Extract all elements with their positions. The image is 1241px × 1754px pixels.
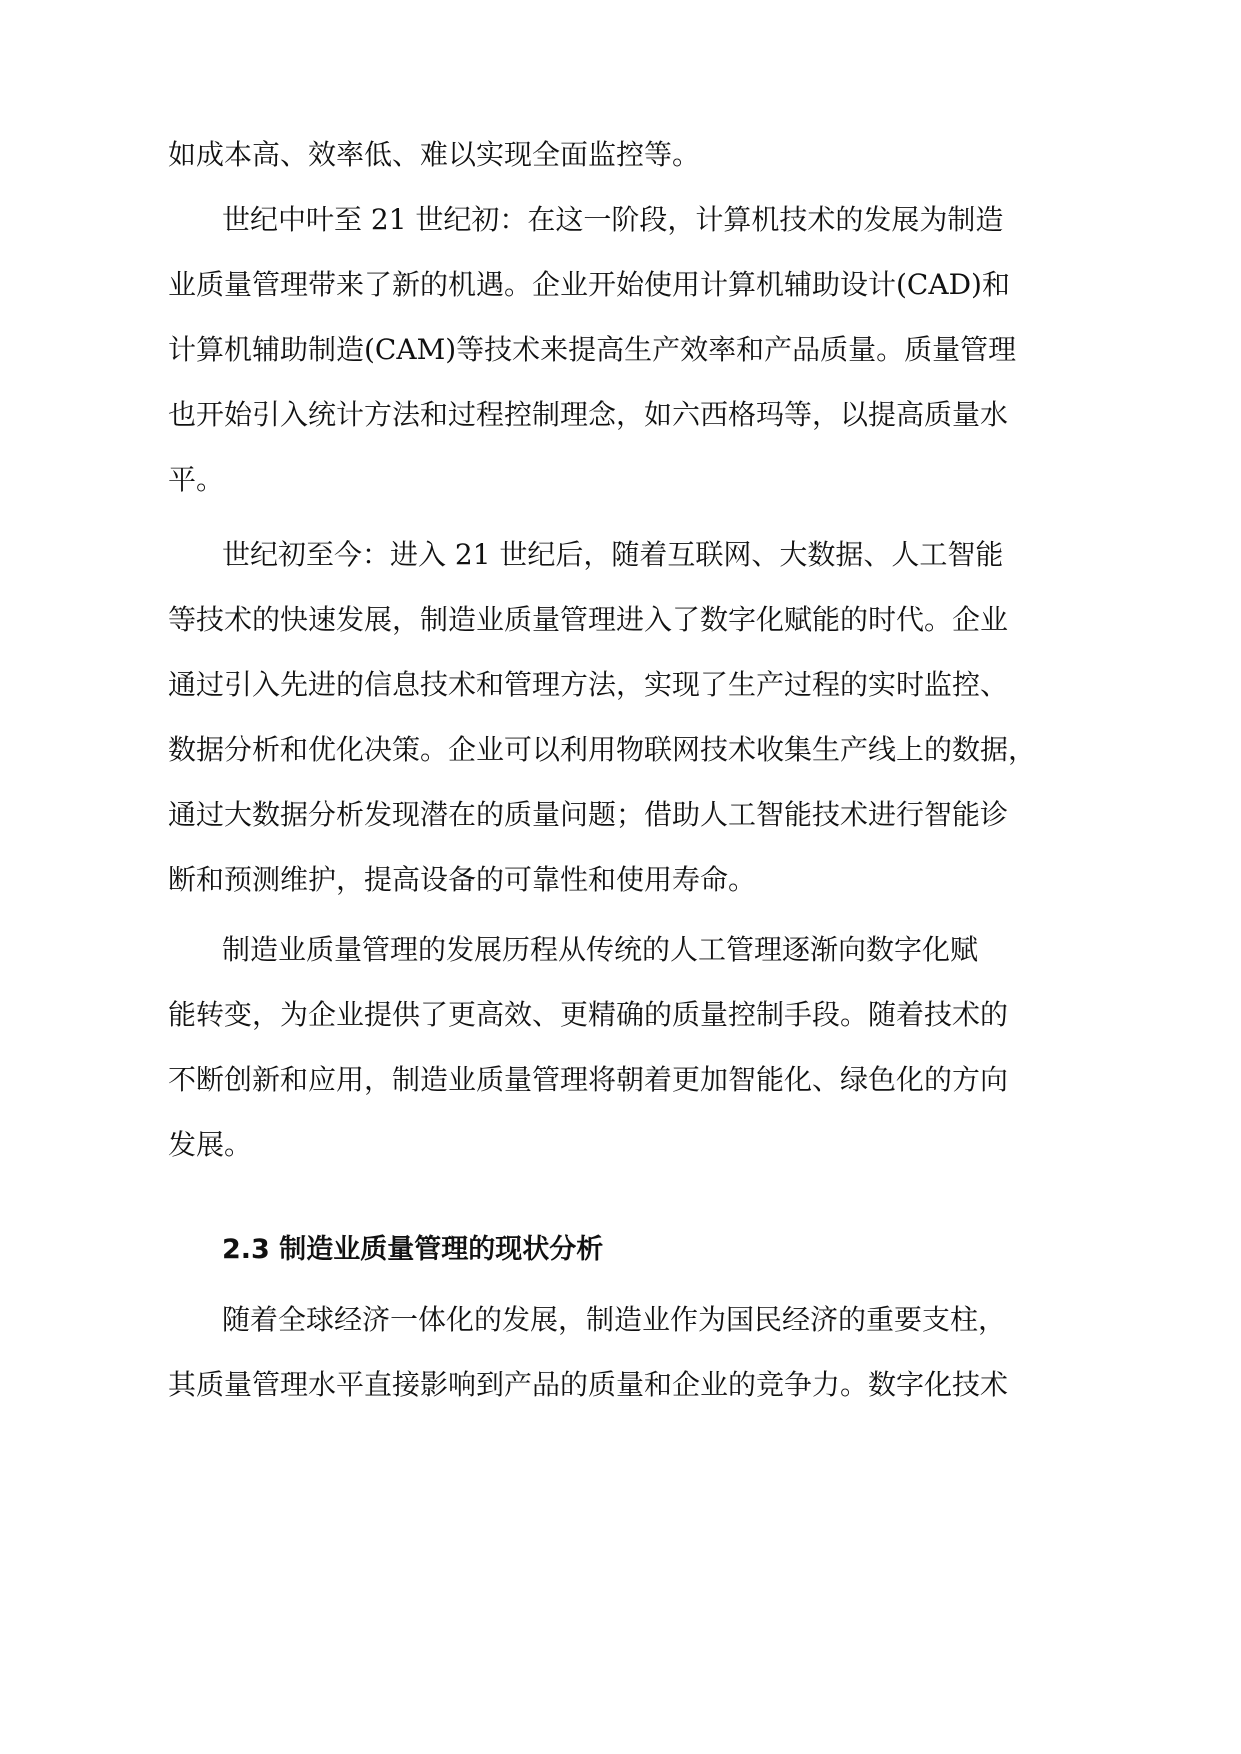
text-line: 计算机辅助制造(CAM)等技术来提高生产效率和产品质量。质量管理 bbox=[168, 333, 1017, 366]
paragraph-first-line: 制造业质量管理的发展历程从传统的人工管理逐渐向数字化赋 bbox=[222, 933, 979, 966]
section-heading: 2.3 制造业质量管理的现状分析 bbox=[222, 1234, 604, 1265]
text-line: 业质量管理带来了新的机遇。企业开始使用计算机辅助设计(CAD)和 bbox=[168, 268, 1010, 301]
text-line: 能转变，为企业提供了更高效、更精确的质量控制手段。随着技术的 bbox=[168, 998, 1009, 1031]
paragraph-first-line: 随着全球经济一体化的发展，制造业作为国民经济的重要支柱， bbox=[222, 1303, 1007, 1336]
text-line: 数据分析和优化决策。企业可以利用物联网技术收集生产线上的数据， bbox=[168, 733, 1037, 766]
text-line: 等技术的快速发展，制造业质量管理进入了数字化赋能的时代。企业 bbox=[168, 603, 1009, 636]
text-line: 发展。 bbox=[168, 1128, 253, 1161]
text-line: 也开始引入统计方法和过程控制理念，如六西格玛等，以提高质量水 bbox=[168, 398, 1009, 431]
paragraph-first-line: 世纪初至今：进入 21 世纪后，随着互联网、大数据、人工智能 bbox=[222, 538, 1004, 571]
paragraph-first-line: 世纪中叶至 21 世纪初：在这一阶段，计算机技术的发展为制造 bbox=[222, 203, 1004, 236]
text-line: 其质量管理水平直接影响到产品的质量和企业的竞争力。数字化技术 bbox=[168, 1368, 1009, 1401]
text-line: 通过大数据分析发现潜在的质量问题；借助人工智能技术进行智能诊 bbox=[168, 798, 1009, 831]
text-line: 如成本高、效率低、难以实现全面监控等。 bbox=[168, 138, 701, 171]
text-line: 通过引入先进的信息技术和管理方法，实现了生产过程的实时监控、 bbox=[168, 668, 1009, 701]
text-line: 平。 bbox=[168, 463, 225, 496]
text-line: 断和预测维护，提高设备的可靠性和使用寿命。 bbox=[168, 863, 757, 896]
text-line: 不断创新和应用，制造业质量管理将朝着更加智能化、绿色化的方向 bbox=[168, 1063, 1009, 1096]
